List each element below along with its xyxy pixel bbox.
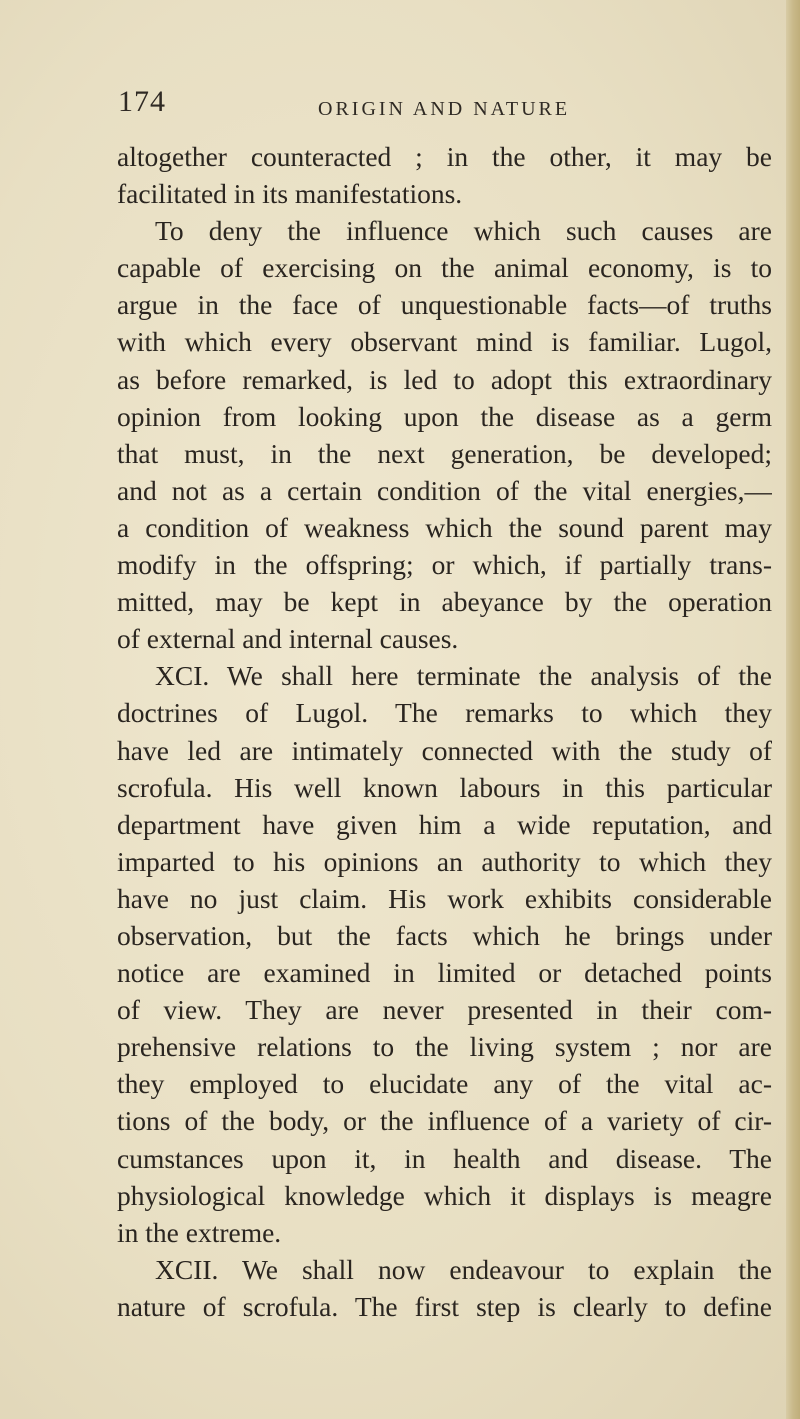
page-header: [118, 82, 768, 126]
text-line: mitted, may be kept in abeyance by the operation: [117, 586, 772, 618]
text-line: physiological knowledge which it displays is meagre: [117, 1179, 772, 1211]
text-line: doctrines of Lugol. The remarks to which they: [117, 697, 772, 729]
text-line: altogether counteracted ; in the other, it may be: [117, 141, 772, 172]
text-line: department have given him a wide reputation, and: [117, 808, 772, 840]
text-line: notice are examined in limited or detached points: [117, 957, 772, 989]
text-line: with which every observant mind is familiar. Lugol,: [117, 326, 772, 358]
text-line: imparted to his opinions an authority to which they: [117, 845, 772, 877]
text-line: of external and internal causes.: [117, 623, 459, 655]
text-line: they employed to elucidate any of the vital ac-: [117, 1068, 772, 1100]
text-line: XCI. We shall here terminate the analysis of the: [155, 660, 772, 692]
text-line: in the extreme.: [117, 1216, 282, 1248]
text-line: To deny the influence which such causes are: [155, 215, 772, 247]
text-line: modify in the offspring; or which, if partially trans-: [117, 549, 772, 581]
text-line: nature of scrofula. The first step is clearly to define: [117, 1290, 772, 1322]
text-line: scrofula. His well known labours in this particular: [117, 771, 772, 803]
text-line: have no just claim. His work exhibits considerable: [117, 882, 772, 914]
text-line: cumstances upon it, in health and disease. The: [117, 1142, 772, 1174]
text-line: as before remarked, is led to adopt this extraordinary: [117, 363, 772, 395]
text-line: that must, in the next generation, be developed;: [117, 437, 772, 469]
text-line: tions of the body, or the influence of a variety of cir-: [117, 1105, 772, 1137]
text-line: have led are intimately connected with the study of: [117, 734, 772, 766]
page-edge: [786, 0, 800, 1419]
text-line: argue in the face of unquestionable facts—of truths: [117, 289, 772, 321]
text-line: capable of exercising on the animal economy, is to: [117, 252, 772, 284]
text-line: opinion from looking upon the disease as a germ: [117, 400, 772, 432]
body-text: [117, 138, 772, 1325]
running-head: ORIGIN AND NATURE: [318, 98, 571, 120]
text-line: a condition of weakness which the sound parent may: [117, 511, 772, 543]
text-line: XCII. We shall now endeavour to explain the: [155, 1253, 772, 1285]
text-line: prehensive relations to the living system ; nor are: [117, 1031, 772, 1063]
text-line: facilitated in its manifestations.: [117, 178, 463, 210]
text-line: and not as a certain condition of the vital energies,—: [117, 474, 772, 506]
page-number: 174: [118, 85, 166, 118]
text-line: of view. They are never presented in their com-: [117, 994, 772, 1026]
text-line: observation, but the facts which he brings under: [117, 919, 772, 951]
